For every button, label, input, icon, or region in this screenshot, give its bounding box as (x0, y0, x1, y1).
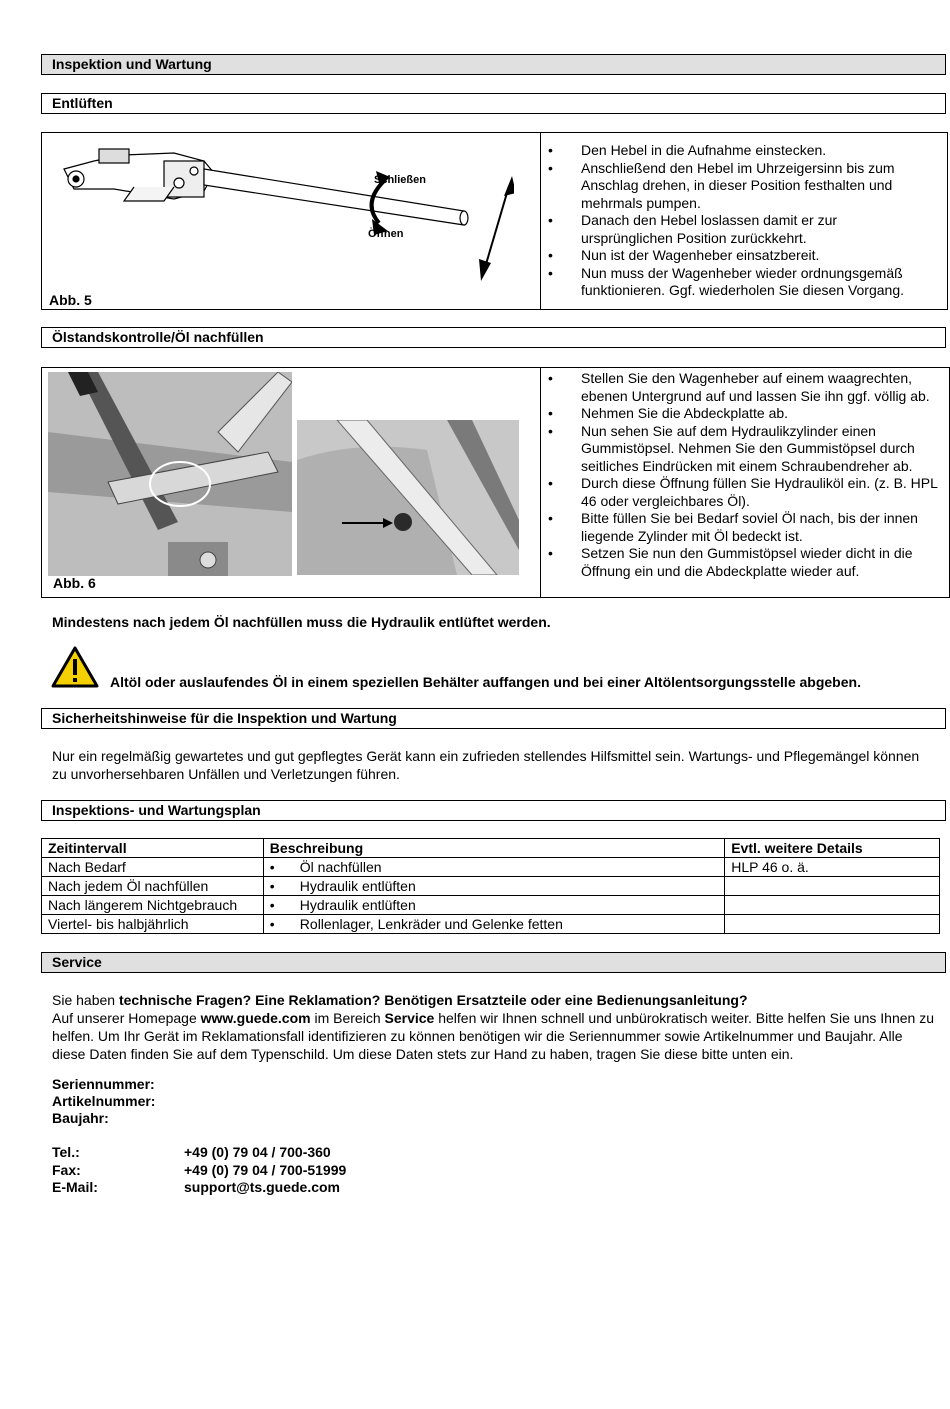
email-label: E-Mail: (52, 1179, 98, 1195)
oil-fill-photo-right (297, 420, 519, 575)
section-header-bleed: Entlüften (41, 93, 946, 114)
safety-text: Nur ein regelmäßig gewartetes und gut gepflegtes Gerät kann ein zufrieden stellendes Hilfsmittel sein. Wartungs- und Pflegemängel können zu unvorhersehbaren Unfällen und Verletzungen führen. (52, 748, 920, 782)
fig6-steps (542, 370, 942, 580)
description-cell (263, 877, 724, 896)
interval-cell: Viertel- bis halbjährlich (42, 915, 264, 934)
section-header-plan: Inspektions- und Wartungsplan (41, 800, 946, 821)
details-cell (725, 915, 940, 934)
list-item: • Danach den Hebel loslassen damit er zur ursprünglichen Position zurückkehrt. (542, 212, 932, 247)
oil-fill-photo-left (48, 372, 292, 576)
bleed-after-fill-note: Mindestens nach jedem Öl nachfüllen muss die Hydraulik entlüftet werden. (52, 614, 551, 630)
fig6-box (41, 367, 950, 598)
description-cell (263, 896, 724, 915)
bullet-icon (270, 897, 300, 913)
fig6-divider (540, 368, 541, 597)
maintenance-plan-table (41, 838, 940, 934)
section-header-oil: Ölstandskontrolle/Öl nachfüllen (41, 327, 946, 348)
fax-label: Fax: (52, 1161, 81, 1178)
description-text: Rollenlager, Lenkräder und Gelenke fetten (299, 916, 563, 932)
details-cell: HLP 46 o. ä. (725, 858, 940, 877)
description-text: Öl nachfüllen (299, 859, 382, 875)
section-header-service: Service (41, 952, 946, 973)
description-cell (263, 858, 724, 877)
list-item: • Durch diese Öffnung füllen Sie Hydrauliköl ein. (z. B. HPL 46 oder vergleichbares Öl). (542, 475, 942, 510)
service-text-part: Auf unserer Homepage (52, 1010, 201, 1026)
service-text (52, 991, 937, 1063)
tel-label: Tel.: (52, 1144, 80, 1160)
column-header: Evtl. weitere Details (725, 839, 940, 858)
homepage-link[interactable]: www.guede.com (200, 1010, 311, 1026)
warning-triangle-icon (51, 646, 99, 688)
tel-value[interactable]: +49 (0) 79 04 / 700-360 (184, 1144, 331, 1160)
fig5-box (41, 132, 948, 310)
interval-cell: Nach längerem Nichtgebrauch (42, 896, 264, 915)
list-item: • Stellen Sie den Wagenheber auf einem waagrechten, ebenen Untergrund auf und lassen Sie ihn ggf. völlig ab. (542, 370, 942, 405)
service-question (52, 991, 937, 1009)
interval-cell: Nach Bedarf (42, 858, 264, 877)
service-info (52, 1009, 937, 1063)
service-area-label: Service (384, 1010, 435, 1026)
year-label: Baujahr: (52, 1110, 109, 1126)
section-header-safety: Sicherheitshinweise für die Inspektion und Wartung (41, 708, 946, 729)
article-label: Artikelnummer: (52, 1093, 156, 1109)
list-item: • Bitte füllen Sie bei Bedarf soviel Öl nach, bis der innen liegende Zylinder mit Öl bedeckt ist. (542, 510, 942, 545)
details-cell (725, 877, 940, 896)
bullet-icon (270, 859, 300, 875)
service-text-part: helfen wir Ihnen schnell und unbürokratisch weiter. Bitte helfen Sie uns Ihnen zu helfen. Um Ihr Gerät im Reklamationsfall identifizieren zu können benötigen wir die Seriennummer sowie Artikelnummer und Baujahr. Alle diese Daten finden Sie auf dem Typenschild. Um diese Daten stets zur Hand zu haben, tragen Sie diese bitte unten ein. (52, 1010, 934, 1062)
interval-cell: Nach jedem Öl nachfüllen (42, 877, 264, 896)
list-item: • Nehmen Sie die Abdeckplatte ab. (542, 405, 942, 423)
fig5-divider (540, 133, 541, 309)
table-row (42, 858, 940, 877)
contact-labels (52, 1144, 98, 1197)
table-row (42, 915, 940, 934)
close-label: Schließen (374, 174, 426, 186)
table-row (42, 877, 940, 896)
fax-value: +49 (0) 79 04 / 700-51999 (184, 1161, 347, 1178)
list-item: • Den Hebel in die Aufnahme einstecken. (542, 142, 932, 160)
fig5-steps (542, 142, 932, 300)
bullet-icon (270, 878, 300, 894)
list-item: • Nun ist der Wagenheber einsatzbereit. (542, 247, 932, 265)
description-cell (263, 915, 724, 934)
serial-label: Seriennummer: (52, 1076, 155, 1092)
details-cell (725, 896, 940, 915)
device-data-labels (52, 1076, 155, 1127)
bullet-icon (270, 916, 300, 932)
service-text-part: im Bereich (310, 1010, 385, 1026)
warning-text: Altöl oder auslaufendes Öl in einem speziellen Behälter auffangen und bei einer Altölentsorgungsstelle abgeben. (110, 674, 861, 690)
fig6-caption: Abb. 6 (53, 575, 96, 591)
table-header-row (42, 839, 940, 858)
contact-values (184, 1144, 346, 1197)
description-text: Hydraulik entlüften (299, 897, 416, 913)
list-item: • Anschließend den Hebel im Uhrzeigersinn bis zum Anschlag drehen, in dieser Position festhalten und mehrmals pumpen. (542, 160, 932, 213)
open-label: Öffnen (368, 228, 404, 240)
service-question-prefix: Sie haben (52, 992, 119, 1008)
list-item: • Nun muss der Wagenheber wieder ordnungsgemäß funktionieren. Ggf. wiederholen Sie diesen Vorgang. (542, 265, 932, 300)
column-header: Zeitintervall (42, 839, 264, 858)
email-value[interactable]: support@ts.guede.com (184, 1179, 340, 1195)
jack-lever-illustration (54, 141, 514, 281)
service-question-bold: technische Fragen? Eine Reklamation? Benötigen Ersatzteile oder eine Bedienungsanleitung? (118, 992, 748, 1008)
section-header-inspection: Inspektion und Wartung (41, 54, 946, 75)
column-header: Beschreibung (263, 839, 724, 858)
list-item: • Nun sehen Sie auf dem Hydraulikzylinder einen Gummistöpsel. Nehmen Sie den Gummistöpsel durch seitliches Eindrücken mit einem Schraubendreher ab. (542, 423, 942, 476)
table-row (42, 896, 940, 915)
list-item: • Setzen Sie nun den Gummistöpsel wieder dicht in die Öffnung ein und die Abdeckplatte wieder auf. (542, 545, 942, 580)
description-text: Hydraulik entlüften (299, 878, 416, 894)
fig5-caption: Abb. 5 (49, 292, 92, 308)
